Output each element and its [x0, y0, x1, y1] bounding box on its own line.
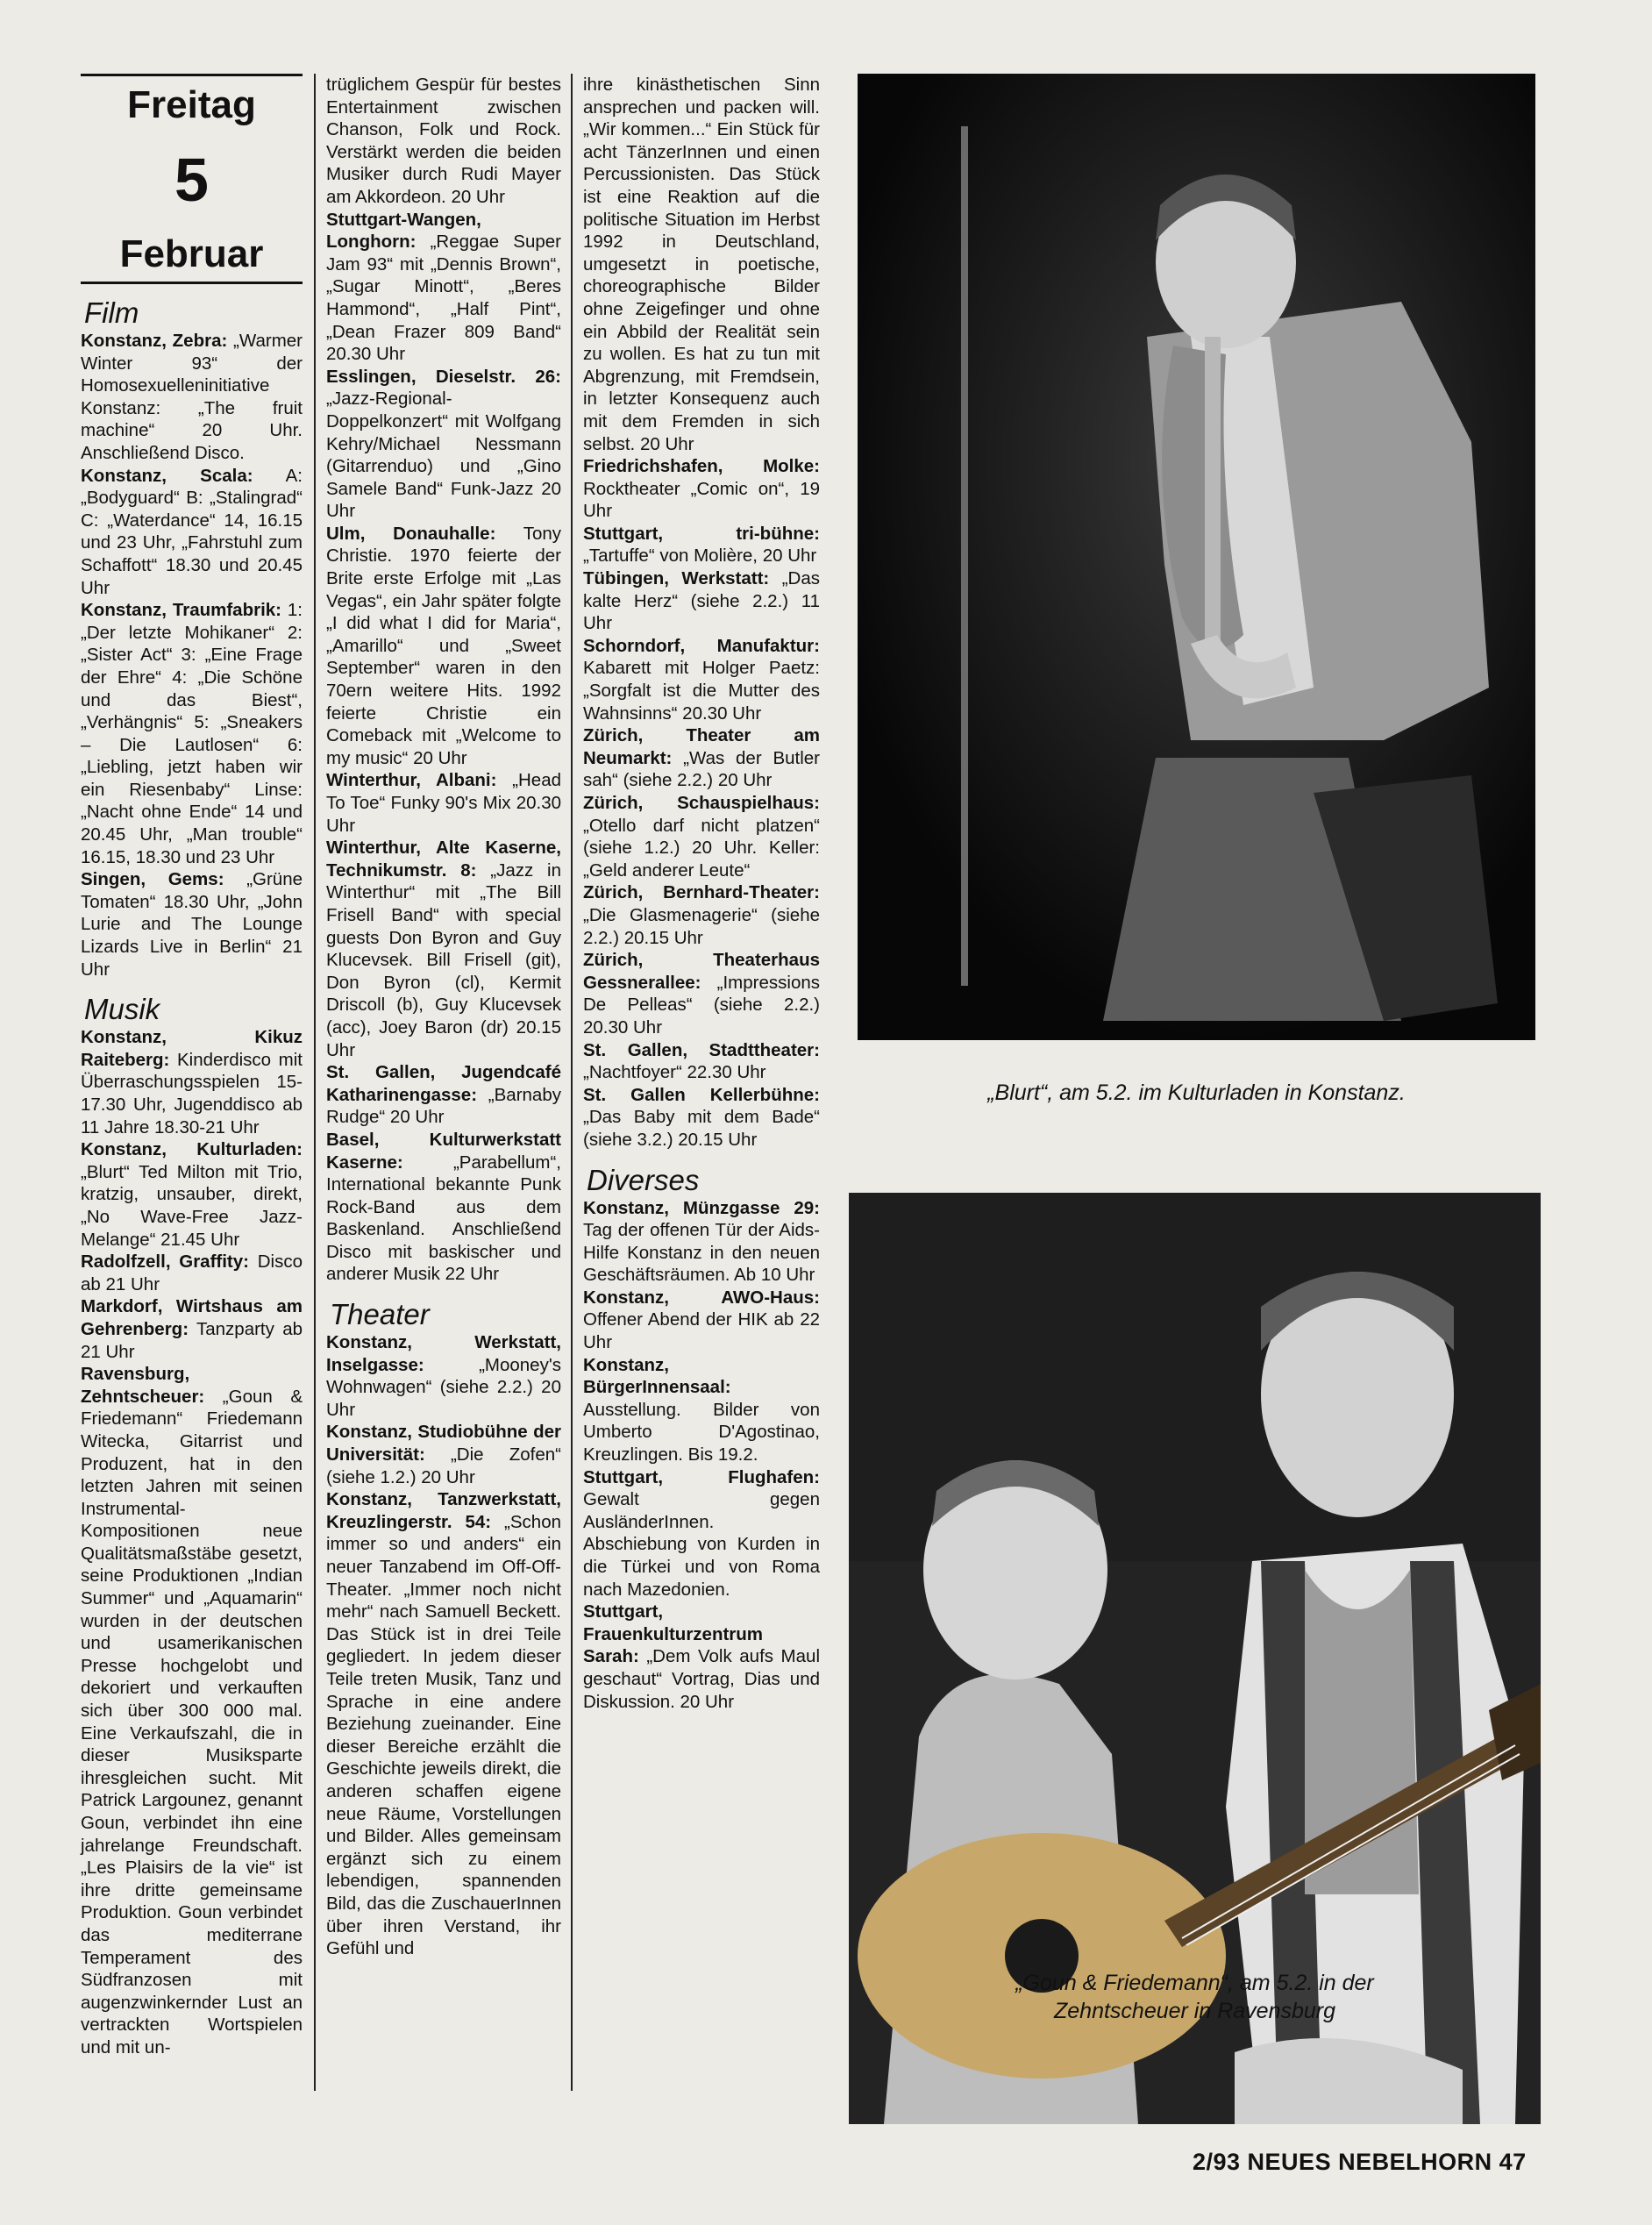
listing-entry: [583, 724, 820, 792]
listing-venue: Zürich, Theaterhaus Gessnerallee:: [583, 950, 820, 993]
date-rule: [81, 282, 303, 284]
caption-line: „Goun & Friedemann“, am 5.2. in der: [1015, 1971, 1374, 1995]
listing-venue: Winterthur, Alte Kaserne, Technikumstr. 8:: [326, 838, 561, 881]
saxophonist-illustration: [858, 74, 1535, 1040]
musik-listings-continued: [326, 209, 561, 1287]
listing-entry: [583, 881, 820, 949]
listing-text: „Schon immer so und anders“ ein neuer Tanzabend im Off-Off-Theater. „Immer noch nicht mehr“ nach Samuell Beckett. Das Stück ist in drei Teile gegliedert. In jedem dieser Teile treten Musik, Tanz und Sprache in eine andere Beziehung zueinander. Eine dieser Bereiche erzählt die Geschichte jeweils direkt, die anderen schaffen eigene neue Räume, Vorstellungen und Bilder. Alles gemeinsam ergänzt sich zu einem lebendigen, spannenden Bild, das die ZuschauerInnen über ihren Verstand, ihr Gefühl und: [326, 1511, 561, 1959]
listing-entry: [583, 1354, 820, 1466]
listing-entry: [326, 769, 561, 837]
listing-venue: Singen, Gems:: [81, 869, 224, 890]
listing-entry: [583, 1466, 820, 1601]
theater-listings-continued: [583, 455, 820, 1151]
page-footer: 2/93 NEUES NEBELHORN 47: [1193, 2149, 1527, 2175]
listing-venue: Konstanz, Tanzwerkstatt, Kreuzlingerstr. 54:: [326, 1489, 561, 1532]
listing-text: „Das Baby mit dem Bade“ (siehe 3.2.) 20.15 Uhr: [583, 1107, 820, 1150]
listing-venue: St. Gallen Kellerbühne:: [583, 1084, 820, 1105]
listing-venue: Ravensburg, Zehntscheuer:: [81, 1364, 205, 1407]
section-heading-theater: Theater: [330, 1298, 430, 1331]
listing-text: Gewalt gegen AusländerInnen. Abschiebung von Kurden in die Türkei und von Roma nach Mazedonien.: [583, 1489, 820, 1600]
listing-venue: Konstanz, BürgerInnensaal:: [583, 1354, 731, 1398]
listing-continuation: trüglichem Gespür für bestes Entertainment zwischen Chanson, Folk und Rock. Verstärkt werden die beiden Musiker durch Rudi Mayer am Akkordeon. 20 Uhr: [326, 75, 561, 207]
listing-text: „Impressions De Pelleas“ (siehe 2.2.) 20.30 Uhr: [583, 972, 820, 1038]
listing-venue: Konstanz, Studiobühne der Universität:: [326, 1422, 561, 1466]
listing-entry: [326, 1129, 561, 1286]
listing-text: „Nachtfoyer“ 22.30 Uhr: [583, 1062, 766, 1083]
listing-text: „Grüne Tomaten“ 18.30 Uhr, „John Lurie and The Lounge Lizards Live in Berlin“ 21 Uhr: [81, 869, 303, 980]
listing-text: Tony Christie. 1970 feierte der Brite erste Erfolge mit „Las Vegas“, ein Jahr später folgte „I did what I did for Maria“, „Amarillo“ und „Sweet September“ waren in den 70ern weitere Hits. 1992 feierte Christie ein Comeback mit „Welcome to my music“ 20 Uhr: [326, 523, 561, 768]
listing-entry: [81, 1251, 303, 1295]
listing-entry: [326, 366, 561, 523]
listing-text: Offener Abend der HIK ab 22 Uhr: [583, 1309, 820, 1353]
listing-entry: [81, 465, 303, 600]
column-rule: [314, 74, 316, 2091]
listing-text: „Goun & Friedemann“ Friedemann Witecka, Gitarrist und Produzent, hat in den letzten Jahren mit seinen Instrumental-Kompositionen neue Qualitätsmaßstäbe gesetzt, seine Produktionen „Indian Summer“ und „Aquamarin“ wurden in der deutschen und usamerikanischen Presse hochgelobt und dekoriert und verkauften sich über 300 000 mal. Eine Verkaufszahl, die in dieser Musiksparte ihresgleichen sucht. Mit Patrick Largounez, genannt Goun, verbindet ihn eine jahrelange Freundschaft. „Les Plaisirs de la vie“ ist ihre dritte gemeinsame Produktion. Goun verbindet das mediterrane Temperament des Südfranzosen mit augenzwinkernder Lust an vertrackten Wortspielen und mit un-: [81, 1386, 303, 2057]
listing-entry: [81, 599, 303, 868]
listing-text: Rocktheater „Comic on“, 19 Uhr: [583, 478, 820, 522]
listing-entry: [81, 1295, 303, 1363]
listing-venue: Markdorf, Wirtshaus am Gehrenberg:: [81, 1296, 303, 1339]
listing-venue: Esslingen, Dieselstr. 26:: [326, 366, 561, 387]
listing-text: Disco ab 21 Uhr: [81, 1252, 303, 1294]
listing-venue: Stuttgart-Wangen, Longhorn:: [326, 209, 481, 253]
listing-entry: [326, 209, 561, 366]
listing-text: A: „Bodyguard“ B: „Stalingrad“ C: „Waterdance“ 14, 16.15 und 23 Uhr, „Fahrstuhl zum Schaffott“ 18.30 und 20.45 Uhr: [81, 465, 303, 598]
listing-venue: Konstanz, Werkstatt, Inselgasse:: [326, 1332, 561, 1375]
listing-venue: Ulm, Donauhalle:: [326, 523, 496, 544]
listing-venue: Basel, Kulturwerkstatt Kaserne:: [326, 1129, 561, 1173]
caption-line: Zehntscheuer in Ravensburg: [1053, 1999, 1336, 2023]
listing-entry: [326, 1421, 561, 1488]
listing-venue: Tübingen, Werkstatt:: [583, 568, 770, 589]
diverses-listings: [583, 1197, 820, 1714]
listing-venue: Zürich, Theater am Neumarkt:: [583, 725, 820, 768]
listing-text: „Head To Toe“ Funky 90's Mix 20.30 Uhr: [326, 770, 561, 836]
listing-text: „Mooney's Wohnwagen“ (siehe 2.2.) 20 Uhr: [326, 1354, 561, 1420]
column-3: [583, 74, 820, 1713]
listing-entry: [81, 1138, 303, 1251]
listing-venue: Radolfzell, Graffity:: [81, 1252, 249, 1273]
listing-entry: [583, 567, 820, 635]
listing-text: „Blurt“ Ted Milton mit Trio, kratzig, unsauber, direkt, „No Wave-Free Jazz-Melange“ 21.45 Uhr: [81, 1161, 303, 1250]
listing-text: Ausstellung. Bilder von Umberto D'Agostinao, Kreuzlingen. Bis 19.2.: [583, 1399, 820, 1466]
listing-continuation: ihre kinästhetischen Sinn ansprechen und packen will. „Wir kommen...“ Ein Stück für acht TänzerInnen und einen Percussionisten. Das Stück ist eine Reaktion auf die politische Situation im Herbst 1992 in Deutschland, umgesetzt in poetische, choreographische Bilder ohne Zeigefinger und ohne ein Abbild der Realität sein zu wollen. Es hat zu tun mit Abgrenzung, mit Fremdsein, in letzter Konsequenz auch mit dem Fremden in sich selbst. 20 Uhr: [583, 75, 820, 454]
listing-text: Kinderdisco mit Überraschungsspielen 15-17.30 Uhr, Jugenddisco ab 11 Jahre 18.30-21 Uhr: [81, 1049, 303, 1137]
listing-venue: Konstanz, Zebra:: [81, 331, 228, 351]
listing-venue: Stuttgart, Flughafen:: [583, 1466, 820, 1487]
listing-venue: Stuttgart, Frauenkulturzentrum Sarah:: [583, 1601, 764, 1667]
listing-entry: [326, 1488, 561, 1959]
caption-photo-goun-friedemann: [849, 1969, 1541, 2025]
listing-text: Kabarett mit Holger Paetz: „Sorgfalt ist die Mutter des Wahnsinns“ 20.30 Uhr: [583, 658, 820, 724]
weekday: Freitag: [127, 83, 256, 126]
listing-entry: [583, 792, 820, 881]
date-rule: [81, 74, 303, 76]
listing-entry: [583, 1197, 820, 1287]
listing-entry: [81, 868, 303, 981]
listing-text: „Die Zofen“ (siehe 1.2.) 20 Uhr: [326, 1444, 561, 1487]
day-number: 5: [174, 146, 209, 214]
listing-venue: St. Gallen, Stadttheater:: [583, 1039, 820, 1060]
listing-text: „Die Glasmenagerie“ (siehe 2.2.) 20.15 Uhr: [583, 904, 820, 948]
listing-venue: Zürich, Schauspielhaus:: [583, 793, 820, 813]
listing-text: Tanzparty ab 21 Uhr: [81, 1318, 303, 1362]
listing-text: „Jazz-Regional-Doppelkonzert“ mit Wolfgang Kehry/Michael Nessmann (Gitarrenduo) und „Gino Samele Band“ Funk-Jazz 20 Uhr: [326, 389, 561, 522]
listing-entry: [583, 635, 820, 724]
listing-text: „Barnaby Rudge“ 20 Uhr: [326, 1084, 561, 1128]
listing-entry: [81, 1363, 303, 2058]
musik-listings: [81, 1026, 303, 2058]
column-2: [326, 74, 561, 1960]
listing-text: „Tartuffe“ von Molière, 20 Uhr: [583, 546, 817, 567]
section-heading-diverses: Diverses: [587, 1163, 700, 1196]
listing-entry: [583, 949, 820, 1038]
listing-venue: Konstanz, Kulturladen:: [81, 1139, 303, 1160]
listing-text: „Parabellum“, International bekannte Punk Rock-Band aus dem Baskenland. Anschließend Disco mit baskischer und anderer Musik 22 Uhr: [326, 1152, 561, 1285]
listing-text: Tag der offenen Tür der Aids-Hilfe Konstanz in den neuen Geschäftsräumen. Ab 10 Uhr: [583, 1220, 820, 1286]
listing-text: „Otello darf nicht platzen“ (siehe 1.2.) 20 Uhr. Keller: „Geld anderer Leute“: [583, 815, 820, 881]
listing-entry: [583, 1084, 820, 1152]
month: Februar: [119, 232, 264, 275]
listing-entry: [326, 837, 561, 1061]
listing-venue: Stuttgart, tri-bühne:: [583, 523, 820, 544]
caption-photo-blurt: „Blurt“, am 5.2. im Kulturladen in Konstanz.: [987, 1080, 1406, 1105]
listing-entry: [583, 523, 820, 567]
listing-venue: St. Gallen, Jugendcafé Katharinengasse:: [326, 1062, 561, 1105]
date-block: [81, 74, 303, 284]
listing-entry: [583, 1287, 820, 1354]
listing-venue: Konstanz, Scala:: [81, 465, 253, 486]
listing-venue: Winterthur, Albani:: [326, 770, 497, 791]
section-heading-film: Film: [84, 296, 139, 329]
listing-entry: [326, 1331, 561, 1421]
listing-text: „Dem Volk aufs Maul geschaut“ Vortrag, Dias und Diskussion. 20 Uhr: [583, 1646, 820, 1712]
listing-venue: Konstanz, AWO-Haus:: [583, 1287, 820, 1308]
listing-text: „Das kalte Herz“ (siehe 2.2.) 11 Uhr: [583, 568, 820, 634]
listing-text: „Reggae Super Jam 93“ mit „Dennis Brown“, „Sugar Minott“, „Beres Hammond“, „Half Pint“, „Dean Frazer 809 Band“ 20.30 Uhr: [326, 232, 561, 365]
listing-entry: [583, 1039, 820, 1084]
listing-venue: Konstanz, Traumfabrik:: [81, 600, 282, 621]
column-rule: [571, 74, 573, 2091]
column-1: [81, 74, 303, 2059]
listing-text: 1: „Der letzte Mohikaner“ 2: „Sister Act“ 3: „Eine Frage der Ehre“ 4: „Die Schöne und das Biest“, „Verhängnis“ 5: „Sneakers – Die Lautlosen“ 6: „Liebling, jetzt haben wir ein Riesenbaby“ Linse: „Nacht ohne Ende“ 14 und 20.45 Uhr, „Man trouble“ 16.15, 18.30 und 23 Uhr: [81, 600, 303, 867]
listing-venue: Konstanz, Münzgasse 29:: [583, 1197, 820, 1218]
listing-entry: [326, 1061, 561, 1129]
listing-venue: Schorndorf, Manufaktur:: [583, 635, 820, 656]
listing-entry: [583, 455, 820, 523]
listing-entry: [583, 1601, 820, 1713]
listing-venue: Zürich, Bernhard-Theater:: [583, 882, 820, 903]
section-heading-musik: Musik: [84, 993, 160, 1026]
listing-venue: Konstanz, Kikuz Raiteberg:: [81, 1027, 303, 1070]
listing-text: „Jazz in Winterthur“ mit „The Bill Frisell Band“ with special guests Don Byron and Guy Klucevsek. Bill Frisell (git), Don Byron (cl), Kermit Driscoll (b), Guy Klucevsek (acc), Joey Baron (dr) 20.15 Uhr: [326, 859, 561, 1060]
film-listings: [81, 330, 303, 981]
listing-entry: [81, 1026, 303, 1138]
listing-venue: Friedrichshafen, Molke:: [583, 456, 820, 477]
listing-entry: [326, 523, 561, 770]
theater-listings: [326, 1331, 561, 1960]
listing-entry: [81, 330, 303, 465]
photo-blurt-saxophonist: [858, 74, 1535, 1040]
listing-text: „Warmer Winter 93“ der Homosexuelleninitiative Konstanz: „The fruit machine“ 20 Uhr. Anschließend Disco.: [81, 331, 303, 463]
listing-text: „Was der Butler sah“ (siehe 2.2.) 20 Uhr: [583, 747, 820, 791]
